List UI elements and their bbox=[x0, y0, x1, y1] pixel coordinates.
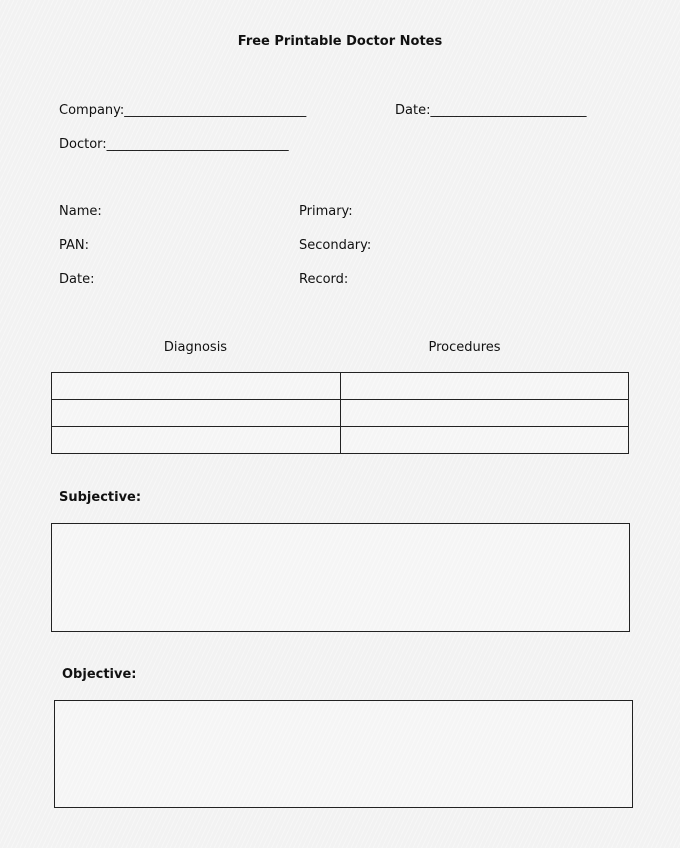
company-field[interactable]: Company:____________________________ bbox=[59, 103, 307, 118]
subjective-box[interactable] bbox=[51, 523, 630, 632]
table-row bbox=[52, 400, 628, 427]
diagnosis-cell[interactable] bbox=[52, 373, 341, 399]
diagnosis-cell[interactable] bbox=[52, 400, 341, 426]
doctor-field[interactable]: Doctor:____________________________ bbox=[59, 137, 289, 152]
header-date-field[interactable]: Date:________________________ bbox=[395, 103, 587, 118]
page-title: Free Printable Doctor Notes bbox=[237, 34, 443, 49]
objective-box[interactable] bbox=[54, 700, 633, 808]
procedures-cell[interactable] bbox=[341, 427, 628, 453]
table-row bbox=[52, 373, 628, 400]
procedures-cell[interactable] bbox=[341, 400, 628, 426]
objective-label: Objective: bbox=[62, 667, 137, 682]
patient-date-label: Date: bbox=[59, 272, 95, 287]
procedures-cell[interactable] bbox=[341, 373, 628, 399]
name-label: Name: bbox=[59, 204, 102, 219]
secondary-label: Secondary: bbox=[299, 238, 372, 253]
procedures-header: Procedures bbox=[428, 340, 501, 355]
record-label: Record: bbox=[299, 272, 349, 287]
primary-label: Primary: bbox=[299, 204, 353, 219]
pan-label: PAN: bbox=[59, 238, 90, 253]
table-row bbox=[52, 427, 628, 453]
diagnosis-cell[interactable] bbox=[52, 427, 341, 453]
diagnosis-header: Diagnosis bbox=[163, 340, 228, 355]
diagnosis-procedures-table bbox=[51, 372, 629, 454]
subjective-label: Subjective: bbox=[59, 490, 142, 505]
